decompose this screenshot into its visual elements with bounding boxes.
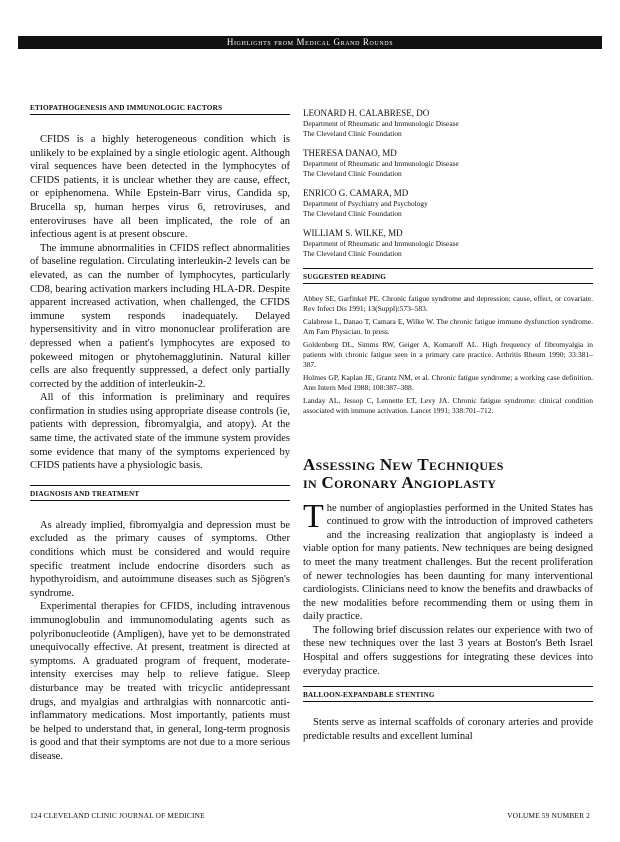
left-column bbox=[30, 104, 290, 764]
drop-cap: T bbox=[303, 497, 324, 535]
paragraph: The following brief discussion relates our experience with two of these new techniques over the last 3 years at Boston's Beth Israel Hospital and offers suggestions for integrating these devices into everyday practice. bbox=[303, 624, 593, 677]
author-organization: The Cleveland Clinic Foundation bbox=[303, 249, 402, 258]
lead-text: he number of angioplasties performed in the United States has continued to grow with the introduction of improved catheters and the increasing realization that angioplasty is indeed a viable option for many patients. New techniques are being designed to meet the many treatment challenges. But the recent proliferation of newer technologies has been daunting for many interventional cardiologists. Clinicians need to know the benefits and drawbacks of the new modalities before recommending them or using them in daily practice. bbox=[303, 502, 593, 623]
author-department: Department of Rheumatic and Immunologic Disease bbox=[303, 119, 459, 128]
section-heading-etiopathogenesis: ETIOPATHOGENESIS AND IMMUNOLOGIC FACTORS bbox=[30, 104, 290, 115]
section-heading-diagnosis: DIAGNOSIS AND TREATMENT bbox=[30, 490, 290, 501]
reference-item: Abbey SE, Garfinkel PE. Chronic fatigue syndrome and depression: cause, effect, or covariate. Rev Infect Dis 1991; 13(Suppl):573–583. bbox=[303, 294, 593, 313]
author-department: Department of Rheumatic and Immunologic Disease bbox=[303, 159, 459, 168]
reference-item: Landay AL, Jessop C, Lennette ET, Levy JA. Chronic fatigue syndrome: clinical condition associated with immune activation. Lancet 1991; 338:701–712. bbox=[303, 396, 593, 415]
author-block bbox=[303, 148, 593, 179]
paragraph: Experimental therapies for CFIDS, including intravenous immunoglobulin and immunomodulating agents such as polyribonucleotide (Ampligen), have yet to be demonstrated unequivocally effective. At present, treatment is directed at symptoms. A graduated program of frequent, moderate-intensity exercises may help to relieve fatigue. Sleep disturbance may be treated with tricyclic antidepressant drugs, and myalgias and arthralgias with nonnarcotic anti-inflammatory medications. Most importantly, patients must be helped to understand that, in general, long-term prognosis is good and that their symptoms are not due to a more serious disease. bbox=[30, 601, 290, 762]
author-block bbox=[303, 108, 593, 139]
paragraph: Stents serve as internal scaffolds of coronary arteries and provide predictable results and excellent luminal bbox=[303, 717, 593, 742]
article-lead-paragraph bbox=[303, 497, 593, 624]
author-organization: The Cleveland Clinic Foundation bbox=[303, 169, 402, 178]
author-organization: The Cleveland Clinic Foundation bbox=[303, 209, 402, 218]
author-name: ENRICO G. CAMARA, MD bbox=[303, 188, 409, 198]
section-banner: Highlights from Medical Grand Rounds bbox=[18, 36, 602, 49]
author-department: Department of Rheumatic and Immunologic Disease bbox=[303, 239, 459, 248]
author-block bbox=[303, 188, 593, 219]
author-block bbox=[303, 228, 593, 259]
author-name: WILLIAM S. WILKE, MD bbox=[303, 228, 403, 238]
article-title: in Coronary Angioplasty bbox=[303, 472, 497, 492]
footer-volume: VOLUME 59 NUMBER 2 bbox=[507, 811, 590, 820]
reference-item: Goldenberg DL, Simms RW, Geiger A, Komaroff AL. High frequency of fibromyalgia in patients with chronic fatigue seen in a primary care practice. Arthritis Rheum 1990; 33:381–387. bbox=[303, 340, 593, 369]
right-column bbox=[303, 108, 593, 743]
paragraph: All of this information is preliminary and requires confirmation in studies using appropriate disease controls (ie, patients with depression, fibromyalgia, and atopy). At the same time, the activated state of the immune system provides some evidence that many of the symptoms experienced by CFIDS patients have a physiologic basis. bbox=[30, 392, 290, 472]
paragraph: As already implied, fibromyalgia and depression must be excluded as the primary causes of symptoms. Other conditions which must be considered and would require specific treatment include endocrine disorders such as hypothyroidism, and autoimmune diseases such as Sjögren's syndrome. bbox=[30, 519, 290, 599]
reference-item: Holmes GP, Kaplan JE, Grantz NM, et al. Chronic fatigue syndrome; a working case definition. Ann Intern Med 1988; 108:387–388. bbox=[303, 373, 593, 392]
author-department: Department of Psychiatry and Psychology bbox=[303, 199, 428, 208]
author-name: LEONARD H. CALABRESE, DO bbox=[303, 108, 430, 118]
section-heading-stenting: BALLOON-EXPANDABLE STENTING bbox=[303, 691, 593, 702]
paragraph: CFIDS is a highly heterogeneous condition which is unlikely to be explained by a single etiologic agent. Although viral sequences have been detected in the lymphocytes of CFIDS patients, it is unclear whether they are cause, effect, or epiphenomena. While Epstein-Barr virus, Candida sp, Brucella sp, human herpes virus 6, retroviruses, and enteroviruses have all been implicated, the role of an infectious agent is at present obscure. bbox=[30, 134, 290, 241]
author-name: THERESA DANAO, MD bbox=[303, 148, 397, 158]
footer-journal: 124 CLEVELAND CLINIC JOURNAL OF MEDICINE bbox=[30, 811, 205, 820]
author-organization: The Cleveland Clinic Foundation bbox=[303, 129, 402, 138]
article-title: Assessing New Techniques bbox=[303, 454, 504, 474]
paragraph: The immune abnormalities in CFIDS reflect abnormalities of baseline regulation. Circulating interleukin-2 levels can be elevated, as can the number of lymphocytes, particularly CD8, bearing activation markers including HLA-DR. Despite apparent increased activation, when challenged, the CFIDS immune system responds inadequately. Delayed hypersensitivity and in vitro mononuclear proliferation are depressed when a patient's lymphocytes are exposed to pokeweed mitogen or phytohemagglutinin. Natural killer cells are also frequently suppressed, a defect only partially corrected by the addition of interleukin-2. bbox=[30, 242, 290, 390]
section-heading-suggested-reading: SUGGESTED READING bbox=[303, 273, 593, 284]
reference-item: Calabrese L, Danao T, Camara E, Wilke W. The chronic fatigue immune dysfunction syndrome. Am Fam Physician. In press. bbox=[303, 317, 593, 336]
